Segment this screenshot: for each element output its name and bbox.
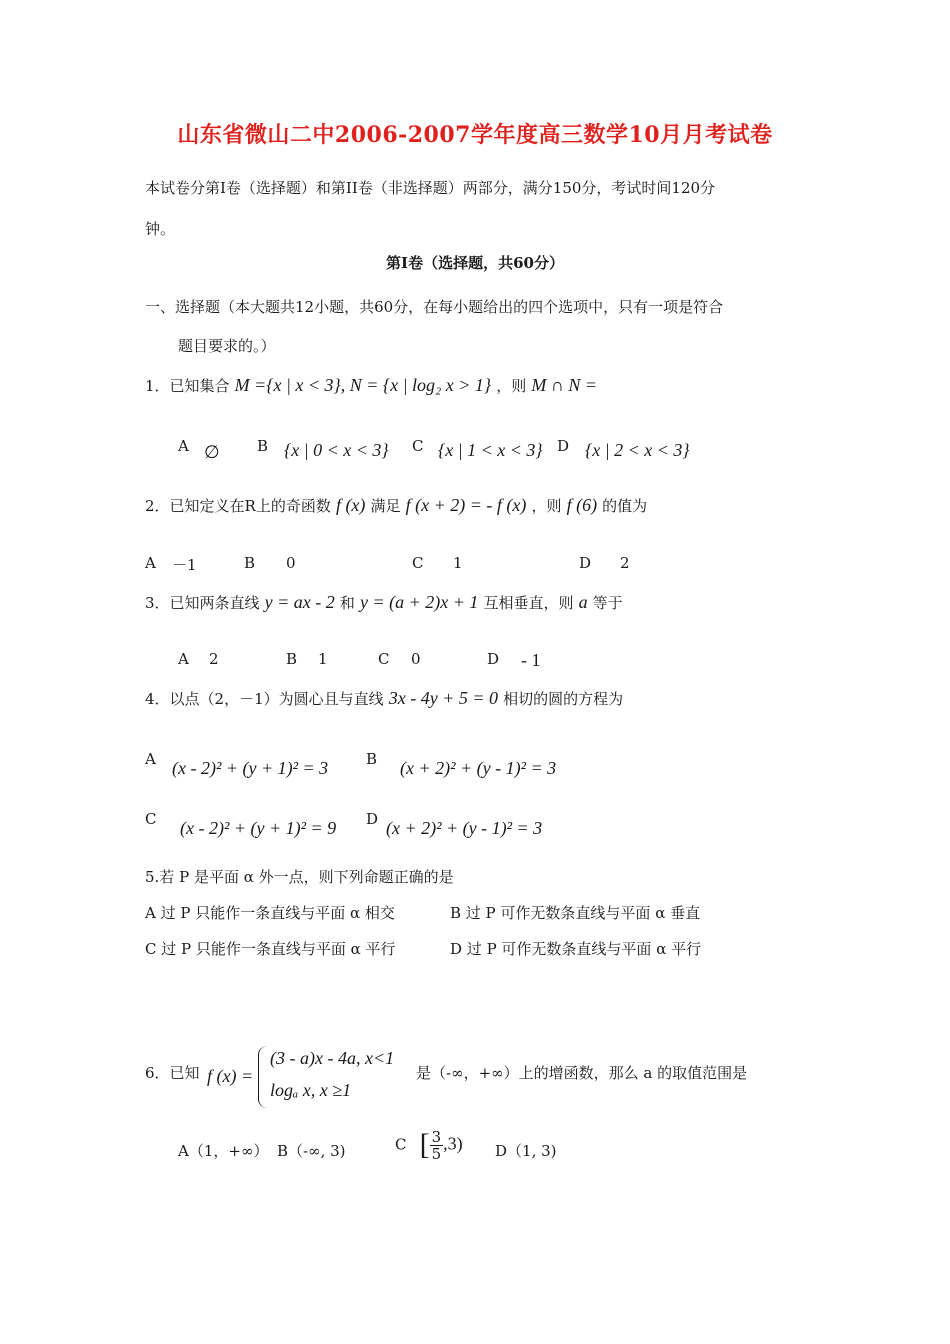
q4-option-d-label: D — [366, 810, 379, 828]
q3-line-1: y = ax - 2 — [264, 592, 335, 612]
q4-suffix: 相切的圆的方程为 — [503, 690, 624, 708]
q4-option-d-value: (x + 2)² + (y - 1)² = 3 — [386, 818, 543, 838]
q1-option-a-value: ∅ — [204, 442, 220, 462]
q3-option-b-value: 1 — [318, 650, 328, 668]
q6-option-d: D（1, 3) — [495, 1142, 557, 1160]
intro-line-2: 钟。 — [145, 220, 176, 238]
question-1 — [145, 375, 597, 396]
q1-option-a-label: A — [178, 437, 189, 455]
q1-formula-2: M ∩ N = — [531, 375, 597, 395]
fraction-numerator: 3 — [431, 1127, 442, 1146]
q2-option-b-value: 0 — [286, 554, 296, 572]
open-bracket-icon: [ — [419, 1128, 430, 1161]
q3-mid-2: 互相垂直，则 — [483, 594, 574, 612]
q6-option-c — [395, 1128, 463, 1162]
q3-option-c-value: 0 — [411, 650, 421, 668]
part-heading-line-1: 一、选择题（本大题共12小题，共60分，在每小题给出的四个选项中，只有一项是符合 — [145, 298, 724, 316]
q1-option-d-value: {x | 2 < x < 3} — [585, 440, 690, 460]
q2-option-a-label: A — [145, 554, 156, 572]
q5-option-c: C 过 P 只能作一条直线与平面 α 平行 — [145, 940, 396, 958]
q2-option-a-value: －1 — [172, 556, 197, 574]
q2-f3: f (6) — [566, 495, 598, 515]
q1-option-d-label: D — [557, 437, 570, 455]
q1-option-c-label: C — [412, 437, 424, 455]
q5-option-d: D 过 P 可作无数条直线与平面 α 平行 — [450, 940, 702, 958]
q3-option-b-label: B — [286, 650, 298, 668]
q3-line-2: y = (a + 2)x + 1 — [359, 592, 479, 612]
q1-option-b-value: {x | 0 < x < 3} — [284, 440, 389, 460]
q5-option-a: A 过 P 只能作一条直线与平面 α 相交 — [145, 904, 395, 922]
question-3 — [145, 592, 623, 613]
q2-suffix: 的值为 — [602, 497, 648, 515]
q4-option-b-label: B — [366, 750, 378, 768]
q3-mid-1: 和 — [339, 594, 355, 612]
part-heading-line-2: 题目要求的。） — [178, 337, 276, 355]
q2-stem: 2．已知定义在R上的奇函数 — [145, 497, 331, 515]
q3-var: a — [578, 592, 588, 612]
piecewise-brace — [258, 1046, 267, 1108]
q6-option-c-label: C — [395, 1135, 407, 1154]
q2-option-c-value: 1 — [453, 554, 463, 572]
q6-function: f (x) = — [207, 1066, 254, 1086]
q4-option-a-label: A — [145, 750, 156, 768]
question-6-stem: 6．已知 — [145, 1064, 200, 1082]
q3-option-a-label: A — [178, 650, 189, 668]
q6-suffix: 是（-∞，+∞）上的增函数，那么 a 的取值范围是 — [416, 1064, 748, 1082]
q6-option-b: B（-∞, 3) — [277, 1142, 346, 1160]
question-5-stem: 5.若 P 是平面 α 外一点，则下列命题正确的是 — [145, 868, 454, 886]
exam-title: 山东省微山二中2006-2007学年度高三数学10月月考试卷 — [177, 122, 773, 148]
q5-option-b: B 过 P 可作无数条直线与平面 α 垂直 — [450, 904, 701, 922]
q4-option-c-value: (x - 2)² + (y + 1)² = 9 — [180, 818, 337, 838]
q2-option-d-value: 2 — [620, 554, 630, 572]
q1-stem: 1．已知集合 — [145, 377, 230, 395]
q4-option-a-value: (x - 2)² + (y + 1)² = 3 — [172, 758, 329, 778]
q4-line: 3x - 4y + 5 = 0 — [388, 688, 498, 708]
q2-option-c-label: C — [412, 554, 424, 572]
q1-option-c-value: {x | 1 < x < 3} — [438, 440, 543, 460]
q3-option-a-value: 2 — [209, 650, 219, 668]
q2-f2: f (x + 2) = - f (x) — [405, 495, 527, 515]
q2-option-b-label: B — [244, 554, 256, 572]
q2-mid-2: ，则 — [531, 497, 562, 515]
q3-suffix: 等于 — [592, 594, 623, 612]
q6-option-a: A（1，+∞） — [178, 1142, 269, 1160]
q3-option-d-label: D — [487, 650, 500, 668]
q1-option-b-label: B — [257, 437, 269, 455]
question-4 — [145, 688, 623, 709]
q3-stem: 3．已知两条直线 — [145, 594, 260, 612]
q2-f1: f (x) — [335, 495, 366, 515]
q1-formula: M ={x | x < 3}, N = {x | log₂ x > 1} — [234, 375, 492, 395]
q2-mid-1: 满足 — [370, 497, 401, 515]
question-2 — [145, 495, 647, 516]
q3-option-d-value: - 1 — [521, 650, 541, 670]
intro-line-1: 本试卷分第I卷（选择题）和第II卷（非选择题）两部分，满分150分，考试时间120分 — [145, 179, 716, 197]
q1-stem-mid: ，则 — [496, 377, 527, 395]
q4-option-c-label: C — [145, 810, 157, 828]
q6-option-c-fraction — [430, 1129, 444, 1162]
q6-case-2: logₐ x, x ≥1 — [270, 1080, 352, 1100]
q3-option-c-label: C — [378, 650, 390, 668]
q2-option-d-label: D — [579, 554, 592, 572]
q4-stem: 4．以点（2，－1）为圆心且与直线 — [145, 690, 384, 708]
fraction-denominator: 5 — [431, 1144, 442, 1163]
q6-case-1: (3 - a)x - 4a, x<1 — [270, 1048, 395, 1068]
q4-option-b-value: (x + 2)² + (y - 1)² = 3 — [400, 758, 557, 778]
section-heading: 第I卷（选择题，共60分） — [386, 254, 564, 272]
q6-option-c-tail: ,3) — [443, 1133, 463, 1154]
